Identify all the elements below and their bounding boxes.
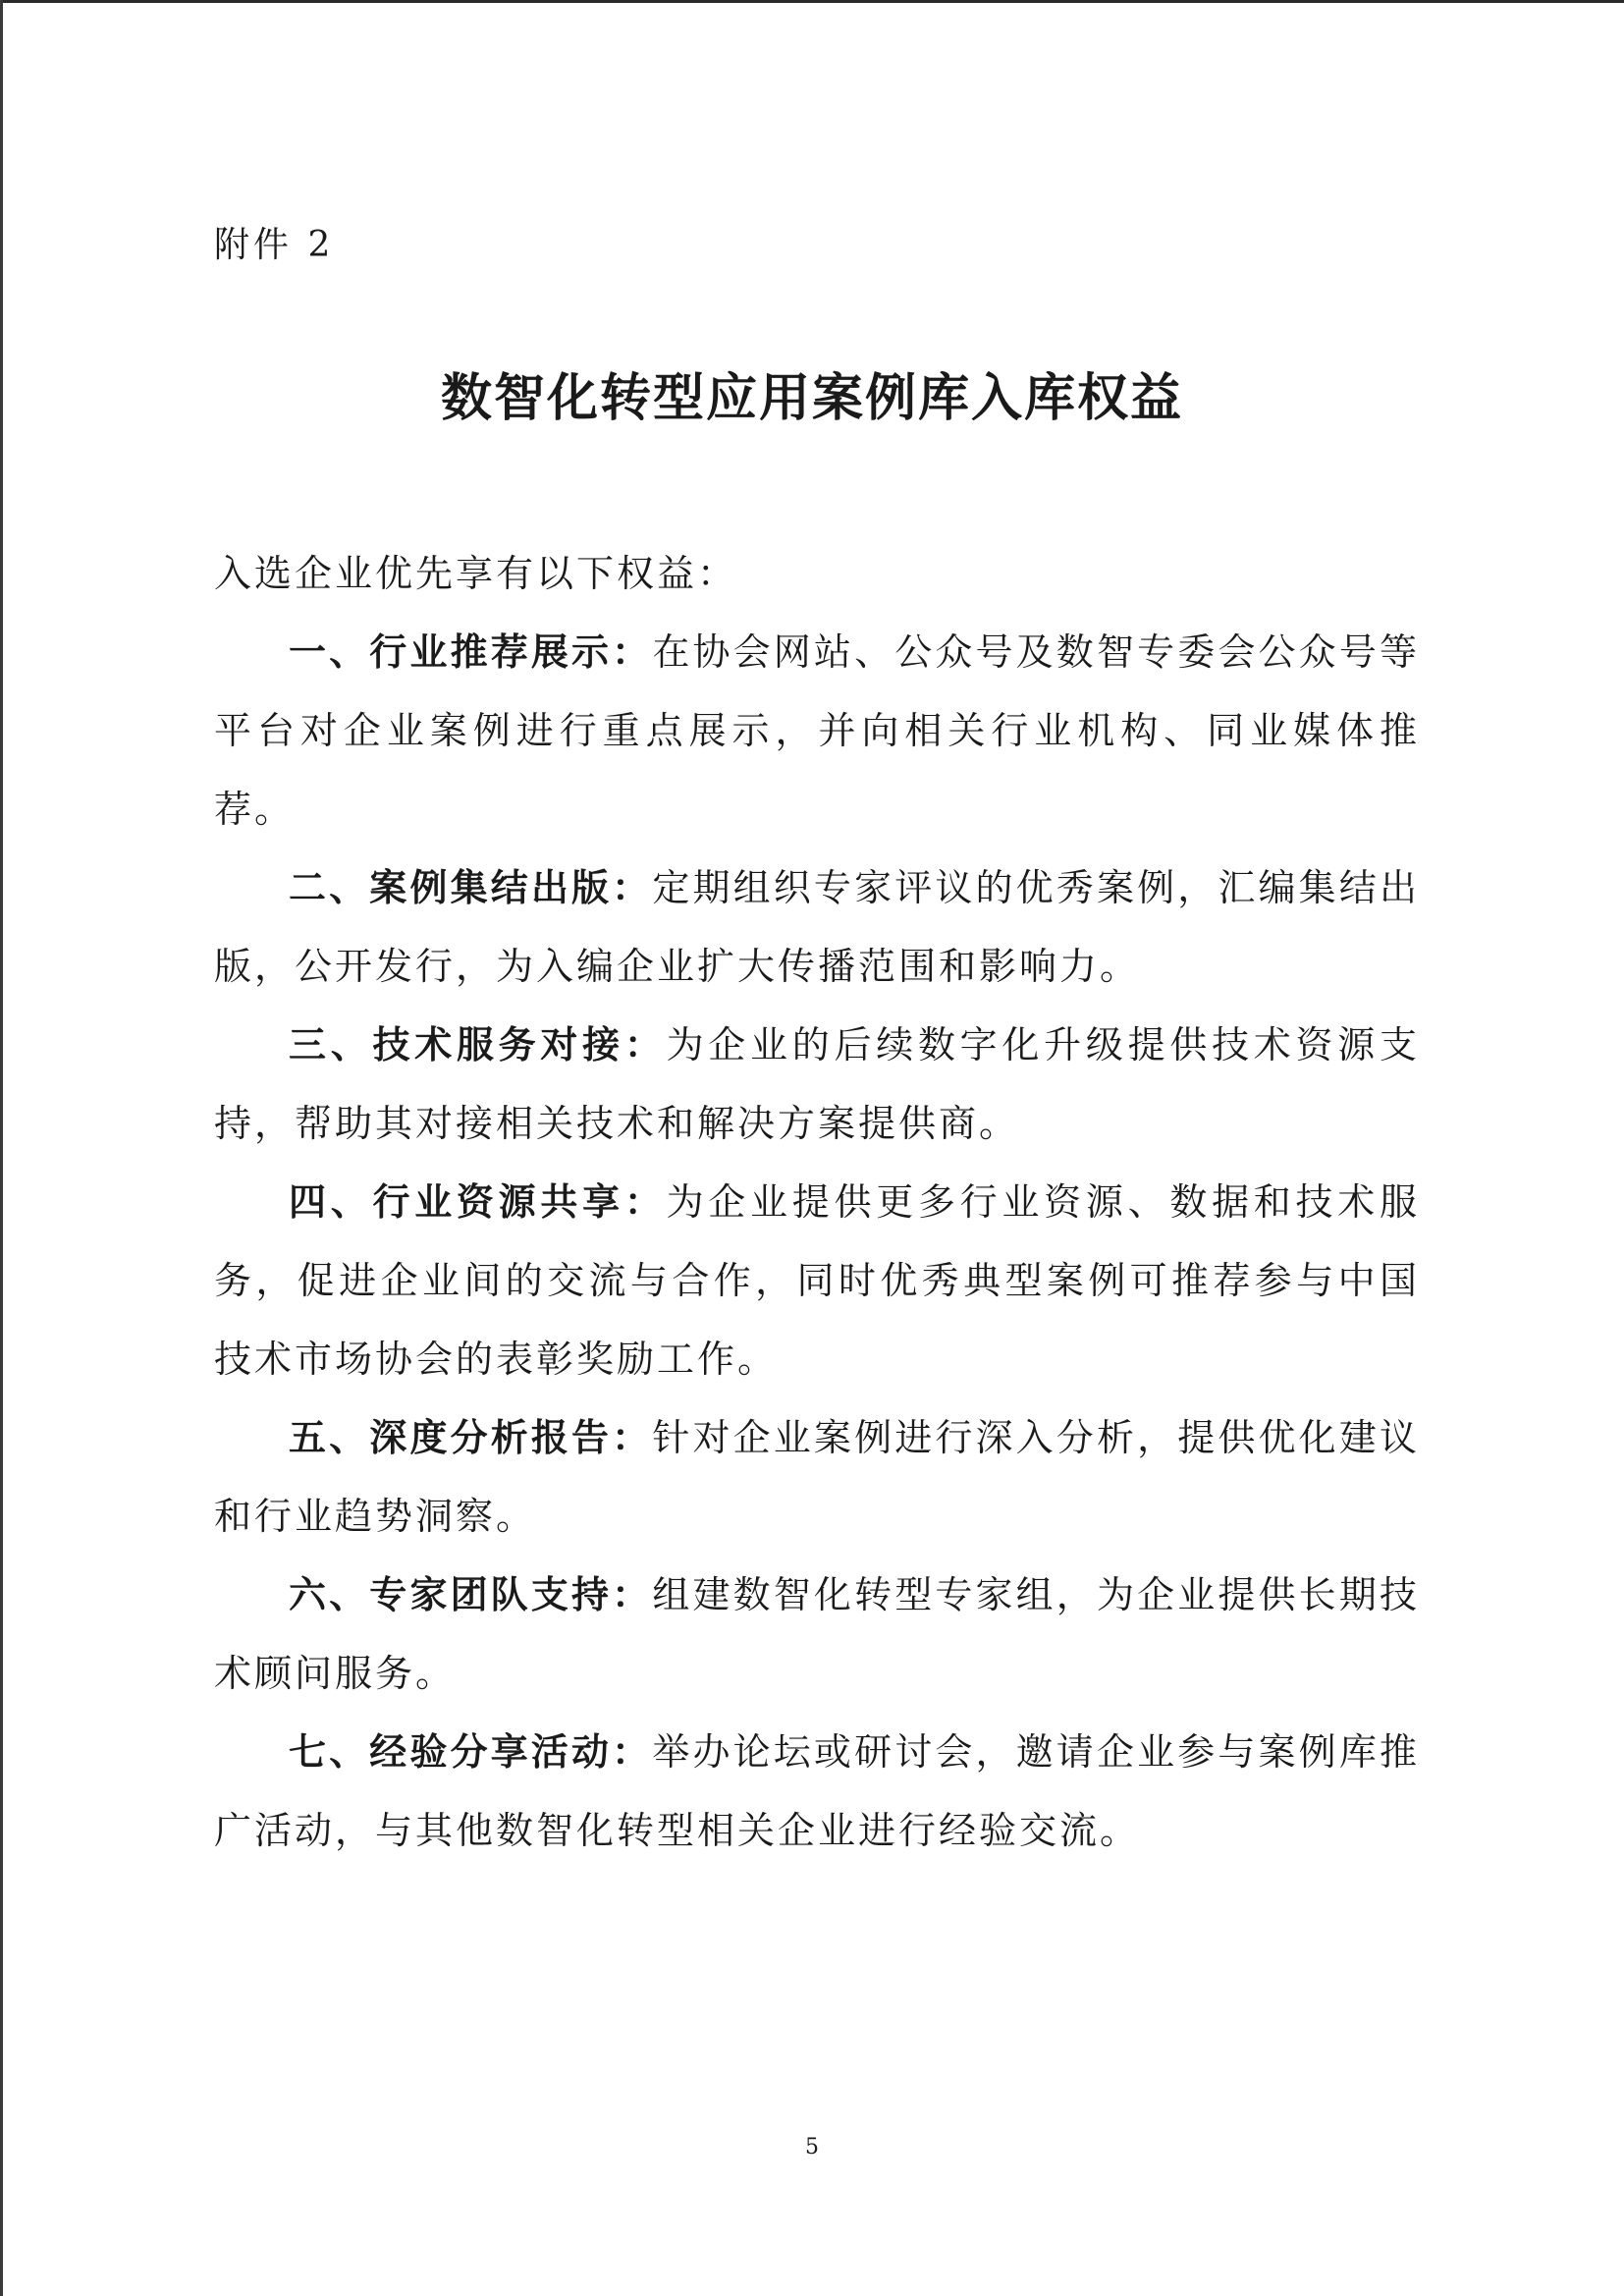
benefit-body-7: 举办论坛或研讨会，邀请企业参与案例库推广活动，与其他数智化转型相关企业进行经验交流。: [214, 1730, 1420, 1852]
benefit-item-1: [214, 613, 1420, 848]
benefit-body-4: 为企业提供更多行业资源、数据和技术服务，促进企业间的交流与合作，同时优秀典型案例可推荐参与中国技术市场协会的表彰奖励工作。: [214, 1180, 1420, 1381]
document-title: 数智化转型应用案例库入库权益: [440, 368, 1183, 428]
benefit-heading-4: 四、行业资源共享：: [289, 1179, 667, 1224]
benefit-heading-1: 一、行业推荐展示：: [289, 629, 653, 674]
benefit-body-6: 组建数智化转型专家组，为企业提供长期技术顾问服务。: [214, 1573, 1420, 1695]
benefit-item-2: [214, 848, 1420, 1006]
benefit-body-1: 在协会网站、公众号及数智专委会公众号等平台对企业案例进行重点展示，并向相关行业机构、同业媒体推荐。: [214, 630, 1420, 831]
benefit-item-3: [214, 1006, 1420, 1163]
benefit-heading-6: 六、专家团队支持：: [289, 1572, 653, 1616]
scan-edge-top: [0, 0, 1624, 3]
benefit-item-6: [214, 1556, 1420, 1713]
benefit-item-7: [214, 1713, 1420, 1870]
benefit-item-5: [214, 1398, 1420, 1556]
scan-edge-left: [0, 0, 3, 2296]
intro-text: 入选企业优先享有以下权益：: [214, 552, 738, 595]
benefit-heading-3: 三、技术服务对接：: [289, 1022, 667, 1066]
benefit-heading-5: 五、深度分析报告：: [289, 1415, 653, 1459]
annex-label: 附件 2: [214, 225, 335, 265]
page-number: 5: [805, 2135, 819, 2159]
benefit-body-3: 为企业的后续数字化升级提供技术资源支持，帮助其对接相关技术和解决方案提供商。: [214, 1023, 1420, 1145]
benefit-item-4: [214, 1163, 1420, 1398]
benefit-heading-2: 二、案例集结出版：: [289, 865, 653, 909]
document-body: [214, 534, 1420, 1870]
benefit-heading-7: 七、经验分享活动：: [289, 1729, 653, 1774]
benefit-body-5: 针对企业案例进行深入分析，提供优化建议和行业趋势洞察。: [214, 1416, 1420, 1538]
benefit-body-2: 定期组织专家评议的优秀案例，汇编集结出版，公开发行，为入编企业扩大传播范围和影响力。: [214, 866, 1420, 988]
